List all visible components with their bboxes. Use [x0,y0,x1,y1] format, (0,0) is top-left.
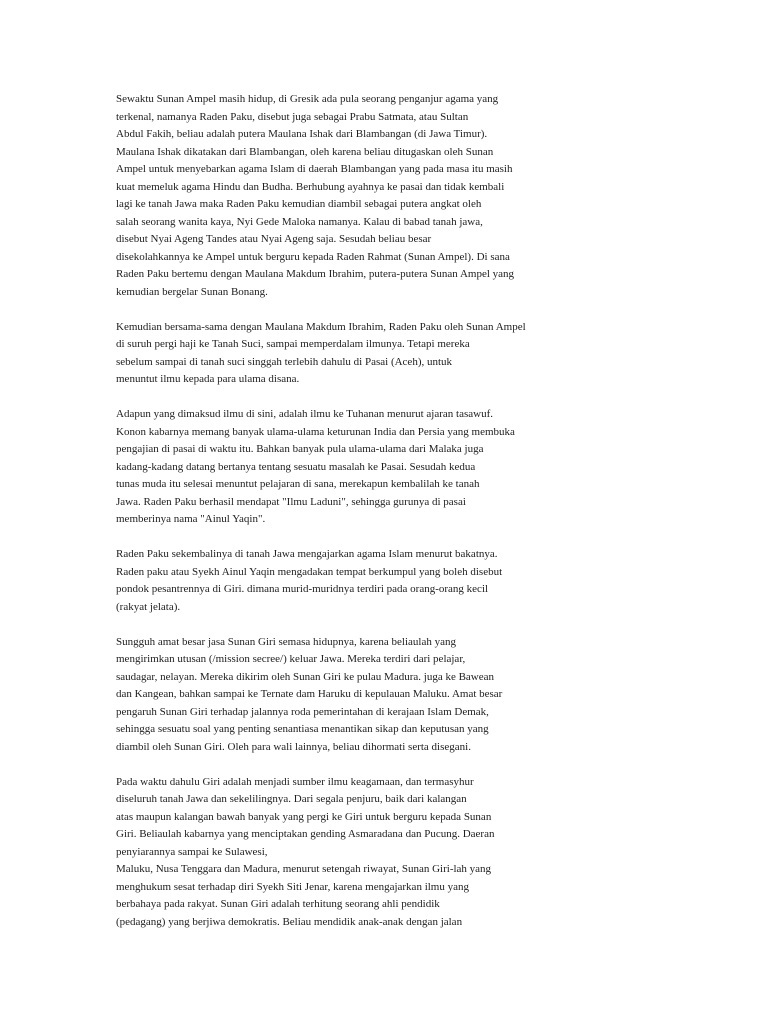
text-line: menuntut ilmu kepada para ulama disana. [116,373,300,385]
paragraph-6 [116,774,566,932]
text-line: Jawa. Raden Paku berhasil mendapat "Ilmu Laduni", sehingga gurunya di pasai [116,495,466,508]
text-line: Abdul Fakih, beliau adalah putera Maulana Ishak dari Blambangan (di Jawa Timur). [116,128,488,140]
text-line: diseluruh tanah Jawa dan sekelilingnya. Dari segala penjuru, baik dari kalangan [116,793,467,805]
text-line: Giri. Beliaulah kabarnya yang menciptakan gending Asmaradana dan Pucung. Daeran [116,828,495,840]
text-line: pengajian di pasai di waktu itu. Bahkan banyak pula ulama-ulama dari Malaka juga [116,443,484,455]
text-line: sehingga sesuatu soal yang penting senantiasa menantikan sikap dan keputusan yang [116,723,489,735]
text-line: penyiarannya sampai ke Sulawesi, [116,845,268,858]
paragraph-5 [116,634,566,757]
paragraph-2 [116,319,566,389]
text-line: tunas muda itu selesai menuntut pelajaran di sana, merekapun kembalilah ke tanah [116,478,480,490]
text-line: mengirimkan utusan (/mission secree/) keluar Jawa. Mereka terdiri dari pelajar, [116,653,466,665]
text-line: kuat memeluk agama Hindu dan Budha. Berhubung ayahnya ke pasai dan tidak kembali [116,180,505,193]
text-line: memberinya nama "Ainul Yaqin". [116,513,266,525]
text-line: menghukum sesat terhadap diri Syekh Siti Jenar, karena mengajarkan ilmu yang [116,880,469,893]
text-line: pengaruh Sunan Giri terhadap jalannya roda pemerintahan di kerajaan Islam Demak, [116,705,489,718]
text-line: Maulana Ishak dikatakan dari Blambangan, oleh karena beliau ditugaskan oleh Sunan [116,145,494,158]
text-line: Adapun yang dimaksud ilmu di sini, adalah ilmu ke Tuhanan menurut ajaran tasawuf. [116,408,493,420]
text-line: (rakyat jelata). [116,600,181,613]
text-line: sebelum sampai di tanah suci singgah terlebih dahulu di Pasai (Aceh), untuk [116,355,453,368]
text-line: Raden Paku sekembalinya di tanah Jawa mengajarkan agama Islam menurut bakatnya. [116,548,498,560]
text-line: Konon kabarnya memang banyak ulama-ulama keturunan India dan Persia yang membuka [116,425,515,438]
paragraph-4 [116,546,566,616]
text-line: Sungguh amat besar jasa Sunan Giri semasa hidupnya, karena beliaulah yang [116,635,456,648]
text-line: diambil oleh Sunan Giri. Oleh para wali lainnya, beliau dihormati serta disegani. [116,740,471,753]
text-line: Raden Paku bertemu dengan Maulana Makdum Ibrahim, putera-putera Sunan Ampel yang [116,268,515,280]
text-line: lagi ke tanah Jawa maka Raden Paku kemudian diambil sebagai putera angkat oleh [116,198,482,210]
text-line: Pada waktu dahulu Giri adalah menjadi sumber ilmu keagamaan, dan termasyhur [116,775,474,788]
text-line: terkenal, namanya Raden Paku, disebut juga sebagai Prabu Satmata, atau Sultan [116,110,469,123]
text-line: Raden paku atau Syekh Ainul Yaqin mengadakan tempat berkumpul yang boleh disebut [116,565,503,578]
text-line: disebut Nyai Ageng Tandes atau Nyai Ageng saja. Sesudah beliau besar [116,233,432,245]
text-line: berbahaya pada rakyat. Sunan Giri adalah terhitung seorang ahli pendidik [116,898,440,910]
text-line: kemudian bergelar Sunan Bonang. [116,285,268,298]
text-line: disekolahkannya ke Ampel untuk berguru kepada Raden Rahmat (Sunan Ampel). Di sana [116,250,510,263]
text-line: pondok pesantrennya di Giri. dimana murid-muridnya terdiri pada orang-orang kecil [116,583,489,595]
paragraph-3 [116,406,566,529]
text-line: salah seorang wanita kaya, Nyi Gede Maloka namanya. Kalau di babad tanah jawa, [116,215,483,228]
text-line: dan Kangean, bahkan sampai ke Ternate dam Haruku di kepulauan Maluku. Amat besar [116,688,503,700]
text-line: atas maupun kalangan bawah banyak yang pergi ke Giri untuk berguru kepada Sunan [116,810,492,823]
text-line: saudagar, nelayan. Mereka dikirim oleh Sunan Giri ke pulau Madura. juga ke Bawean [116,670,495,683]
text-line: kadang-kadang datang bertanya tentang sesuatu masalah ke Pasai. Sesudah kedua [116,460,476,473]
text-line: Sewaktu Sunan Ampel masih hidup, di Gresik ada pula seorang penganjur agama yang [116,93,499,105]
text-line: di suruh pergi haji ke Tanah Suci, sampai memperdalam ilmunya. Tetapi mereka [116,338,470,350]
text-line: Maluku, Nusa Tenggara dan Madura, menurut setengah riwayat, Sunan Giri-lah yang [116,863,492,875]
text-line: (pedagang) yang berjiwa demokratis. Beliau mendidik anak-anak dengan jalan [116,915,463,928]
text-line: Ampel untuk menyebarkan agama Islam di daerah Blambangan yang pada masa itu masih [116,163,513,175]
document-body [116,91,566,949]
paragraph-1 [116,91,566,301]
text-line: Kemudian bersama-sama dengan Maulana Makdum Ibrahim, Raden Paku oleh Sunan Ampel [116,320,526,333]
